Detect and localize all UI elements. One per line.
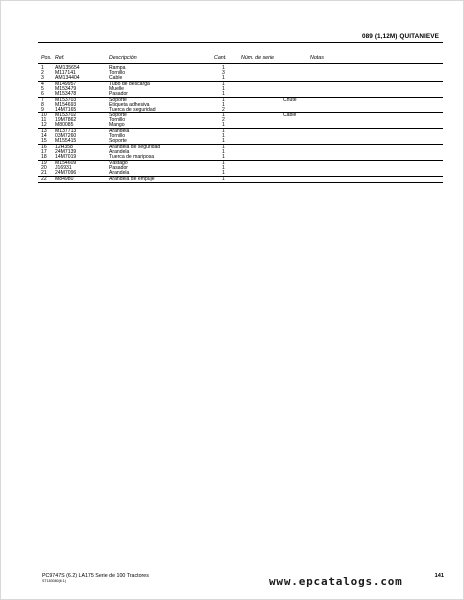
row-position: 7	[41, 96, 44, 103]
row-position: 1	[41, 65, 44, 71]
row-reference: 19M7862	[55, 117, 77, 124]
row-position: 14	[41, 133, 47, 140]
row-reference: M153479	[55, 85, 77, 92]
page-title: 089 (1,12M) QUITANIEVE	[361, 33, 439, 40]
row-position: 16	[41, 144, 47, 151]
row-description: Muelle	[109, 85, 125, 92]
row-reference: M155415	[55, 138, 77, 145]
row-quantity: 1	[222, 159, 225, 166]
row-position: 22	[41, 175, 47, 182]
row-position: 8	[41, 101, 44, 108]
row-quantity: 1	[222, 85, 225, 92]
row-quantity: 1	[222, 112, 225, 119]
row-description: Tuerca de seguridad	[109, 106, 156, 113]
page-number: 141	[434, 573, 444, 579]
row-notes: Chute	[283, 96, 297, 103]
row-reference: M117141	[55, 69, 76, 76]
column-header-quantity: Cant.	[214, 55, 227, 61]
row-reference: AM135654	[55, 65, 80, 71]
row-description: Mango	[109, 122, 125, 129]
row-reference: 03M7260	[55, 133, 77, 140]
column-header-description: Descripción	[109, 55, 137, 61]
row-quantity: 1	[222, 153, 225, 160]
row-reference: 24M7096	[55, 169, 77, 176]
row-quantity: 1	[222, 65, 225, 71]
row-quantity: 1	[222, 164, 225, 171]
row-description: Vástago	[109, 159, 128, 166]
row-quantity: 3	[222, 69, 225, 76]
row-position: 9	[41, 106, 44, 113]
row-notes: Cable	[283, 112, 297, 119]
row-description: Arandela	[109, 169, 130, 176]
row-reference: 14M7165	[55, 106, 77, 113]
row-reference: J16931	[55, 164, 72, 171]
row-description: Tuerca de mariposa	[109, 153, 155, 160]
row-reference: 14M7019	[55, 153, 77, 160]
row-quantity: 1	[222, 74, 225, 81]
row-quantity: 1	[222, 175, 225, 182]
column-header-ref: Ref.	[55, 55, 65, 61]
row-description: Soporte	[109, 112, 127, 119]
row-position: 6	[41, 90, 44, 97]
row-position: 2	[41, 69, 44, 76]
row-position: 18	[41, 153, 47, 160]
row-quantity: 1	[222, 101, 225, 108]
row-reference: 24M7139	[55, 149, 77, 155]
row-position: 4	[41, 80, 44, 87]
row-reference: M153702	[55, 112, 77, 119]
row-quantity: 1	[222, 96, 225, 103]
column-header-notes: Notas	[310, 55, 324, 61]
row-quantity: 2	[222, 117, 225, 124]
header-rule	[38, 42, 443, 43]
parts-table	[38, 66, 443, 183]
row-description: Rampa	[109, 65, 126, 71]
row-description: Tornillo	[109, 69, 126, 76]
row-reference: M153703	[55, 96, 77, 103]
row-description: Pasador	[109, 90, 128, 97]
row-reference: AM134404	[55, 74, 80, 81]
row-quantity: 1	[222, 144, 225, 151]
row-description: Cable	[109, 74, 123, 81]
row-position: 13	[41, 128, 47, 135]
row-description: Arandela de empuje	[109, 175, 155, 182]
row-position: 20	[41, 164, 47, 171]
row-quantity: 1	[222, 128, 225, 135]
row-quantity: 2	[222, 106, 225, 113]
row-description: Tubo de descarga	[109, 80, 150, 87]
row-quantity: 1	[222, 80, 225, 87]
row-description: Etiqueta adhesiva	[109, 101, 150, 108]
row-reference: M149957	[55, 80, 77, 87]
row-quantity: 1	[222, 122, 225, 129]
row-quantity: 1	[222, 90, 225, 97]
column-header-rule	[38, 63, 443, 64]
row-description: Arandela de seguridad	[109, 144, 161, 151]
table-row	[38, 177, 443, 183]
row-reference: M154693	[55, 101, 77, 108]
watermark-url: www.epcatalogs.com	[269, 575, 403, 588]
row-position: 17	[41, 149, 47, 155]
row-description: Soporte	[109, 138, 127, 145]
row-quantity: 1	[222, 149, 225, 155]
row-quantity: 1	[222, 138, 225, 145]
row-description: Tornillo	[109, 133, 126, 140]
row-reference: M84980	[55, 175, 74, 182]
row-description: Arandela	[109, 128, 130, 135]
row-description: Tornillo	[109, 117, 126, 124]
column-header-serial: Núm. de serie	[241, 55, 274, 61]
row-reference: M137713	[55, 128, 77, 135]
footer-document-id: PC9747S (6.2) LA175 Serie de 100 Tractores	[42, 573, 149, 579]
row-reference: M153478	[55, 90, 77, 97]
row-reference: 12H358	[55, 144, 73, 151]
row-position: 3	[41, 74, 44, 81]
column-header-pos: Pos.	[41, 55, 52, 61]
row-position: 11	[41, 117, 47, 124]
row-position: 21	[41, 169, 47, 176]
row-description: Arandela	[109, 149, 130, 155]
row-position: 5	[41, 85, 44, 92]
row-position: 19	[41, 159, 47, 166]
row-quantity: 1	[222, 133, 225, 140]
row-quantity: 1	[222, 169, 225, 176]
row-reference: M154609	[55, 159, 77, 166]
row-position: 15	[41, 138, 47, 145]
row-description: Pasador	[109, 164, 128, 171]
footer-sub-id: ST183080(6.1)	[42, 579, 66, 583]
row-reference: M80085	[55, 122, 74, 129]
row-description: Soporte	[109, 96, 127, 103]
row-position: 12	[41, 122, 47, 129]
row-position: 10	[41, 112, 47, 119]
